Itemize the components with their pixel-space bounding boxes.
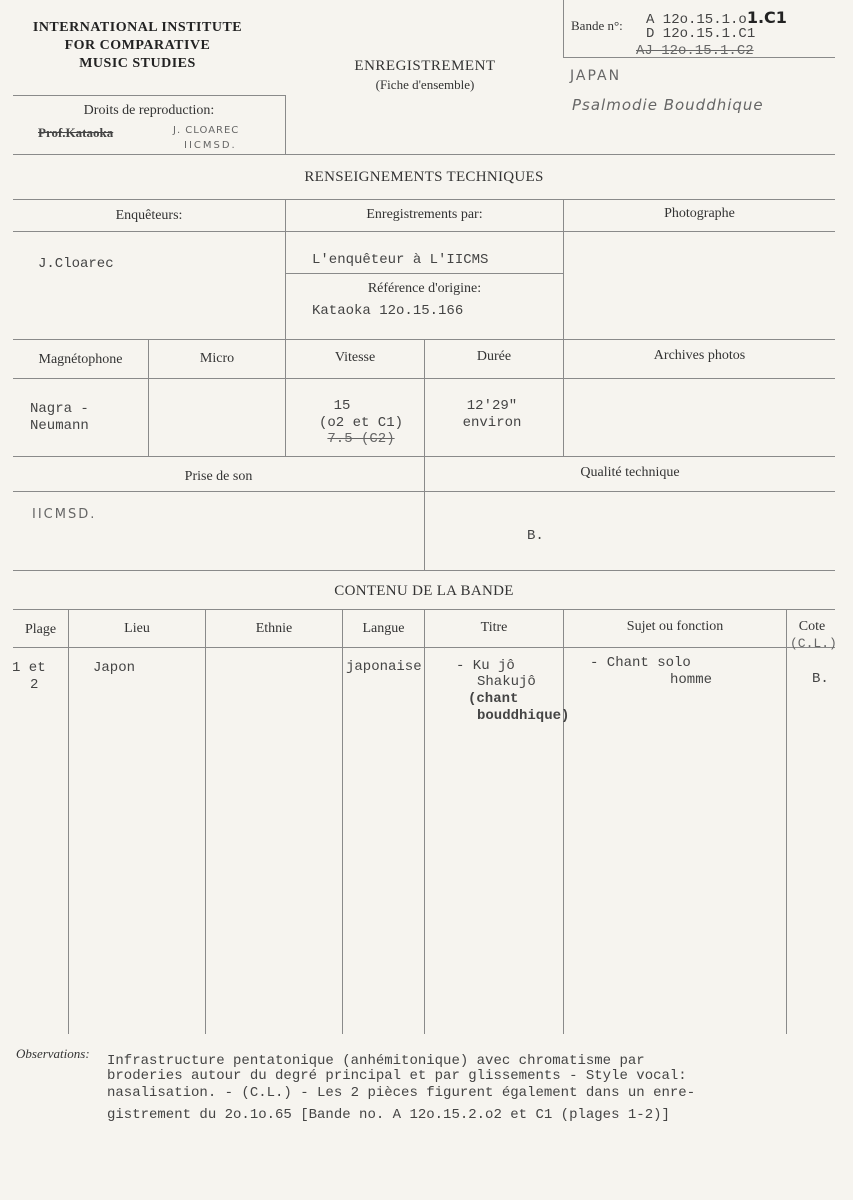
row-plage-1: 1 et [12,660,46,676]
row-lieu: Japon [93,660,136,676]
contenu-heading: CONTENU DE LA BANDE [334,583,514,599]
row-cote: B. [812,671,829,687]
photographe-label: Photographe [664,206,735,221]
duree-label: Durée [476,349,512,364]
rule-tech-heading [13,199,835,200]
bande-a-typed: A 12o.15.1.o [646,12,747,28]
bande-d: D 12o.15.1.C1 [646,26,756,42]
bande-label: Bande n°: [571,18,623,33]
bande-a-handwritten: 1.C1 [746,8,787,27]
qualite-value: B. [527,528,544,544]
rule-tech-top [13,154,835,155]
bande-struck: AJ 12o.15.1.C2 [636,43,754,59]
vrule-col-6 [786,609,787,1034]
col-langue: Langue [362,621,405,636]
form-title: ENREGISTREMENT [354,58,496,74]
row-plage-2: 2 [30,677,39,693]
observations-line-3: nasalisation. - (C.L.) - Les 2 pièces figurent également dans un enre- [107,1085,696,1101]
row-titre-3: (chant [468,691,519,707]
vrule-col-1 [68,609,69,1034]
rule-enq-labels [13,231,835,232]
row-titre-2: Shakujô [477,674,536,690]
row-titre-4: bouddhique) [477,708,570,724]
qualite-label: Qualité technique [580,465,680,480]
prise-de-son-label: Prise de son [184,469,253,484]
rule-contenu-top [13,570,835,571]
observations-label: Observations: [16,1046,90,1061]
vrule-col-3 [342,609,343,1034]
col-titre: Titre [480,620,508,635]
enregistrements-label: Enregistrements par: [366,207,483,222]
row-langue: japonaise [346,659,422,675]
vitesse-label: Vitesse [334,350,376,365]
col-ethnie: Ethnie [255,621,293,636]
vitesse-value-2: (o2 et C1) [318,415,403,431]
col-plage: Plage [24,622,57,637]
row-titre-1: - Ku jô [456,658,515,674]
col-cote-sub: (C.L.) [790,636,837,651]
tech-heading: RENSEIGNEMENTS TECHNIQUES [304,169,544,185]
rights-hand-1: J. CLOAREC [173,125,240,136]
institute-name [10,19,265,73]
bande-a [646,8,787,28]
vitesse-value-1: 15 [333,398,351,414]
archives-label: Archives photos [653,348,746,363]
reference-value: Kataoka 12o.15.166 [312,303,464,319]
rights-box-top [13,95,286,96]
magnetophone-value-1: Nagra - [30,401,89,417]
form-subtitle: (Fiche d'ensemble) [375,77,475,92]
genre-note: Psalmodie Bouddhique [572,96,764,114]
row-sujet-1: - Chant solo [590,655,691,671]
micro-label: Micro [199,351,235,366]
magnetophone-value-2: Neumann [30,418,89,434]
col-cote: Cote [798,619,826,634]
country-note: JAPAN [570,68,622,84]
observations-line-4: gistrement du 2o.1o.65 [Bande no. A 12o.15.2.o2 et C1 (plages 1-2)] [107,1107,670,1123]
observations-line-2: broderies autour du degré principal et par glissements - Style vocal: [107,1068,687,1084]
institute-line-3: MUSIC STUDIES [79,56,196,71]
row-sujet-2: homme [670,672,713,688]
observations-line-1: Infrastructure pentatonique (anhémitonique) avec chromatisme par [107,1053,645,1069]
duree-value-1: 12'29" [466,398,518,414]
bande-box-left [563,0,564,58]
duree-value-2: environ [462,415,522,431]
rule-enreg-split [285,273,563,274]
reference-label: Référence d'origine: [367,281,482,296]
enqueteur-value: J.Cloarec [38,256,114,272]
rights-label: Droits de reproduction: [83,103,215,118]
col-lieu: Lieu [124,621,150,636]
enqueteurs-label: Enquêteurs: [115,208,183,223]
vrule-col-4 [424,609,425,1034]
vitesse-struck: 7.5 (C2) [327,431,395,447]
rights-box-right [285,95,286,155]
rights-hand-2: IICMSD. [184,140,237,151]
prise-de-son-value: IICMSD. [32,507,97,522]
magnetophone-label: Magnétophone [38,352,123,367]
institute-line-2: FOR COMPARATIVE [64,38,211,53]
enregistrement-value: L'enquêteur à L'IICMS [312,252,489,268]
institute-line-1: INTERNATIONAL INSTITUTE [32,20,243,35]
rights-struck-name: Prof.Kataoka [38,125,114,140]
vrule-col-2 [205,609,206,1034]
vrule-col-5 [563,609,564,1034]
col-sujet: Sujet ou fonction [626,619,724,634]
